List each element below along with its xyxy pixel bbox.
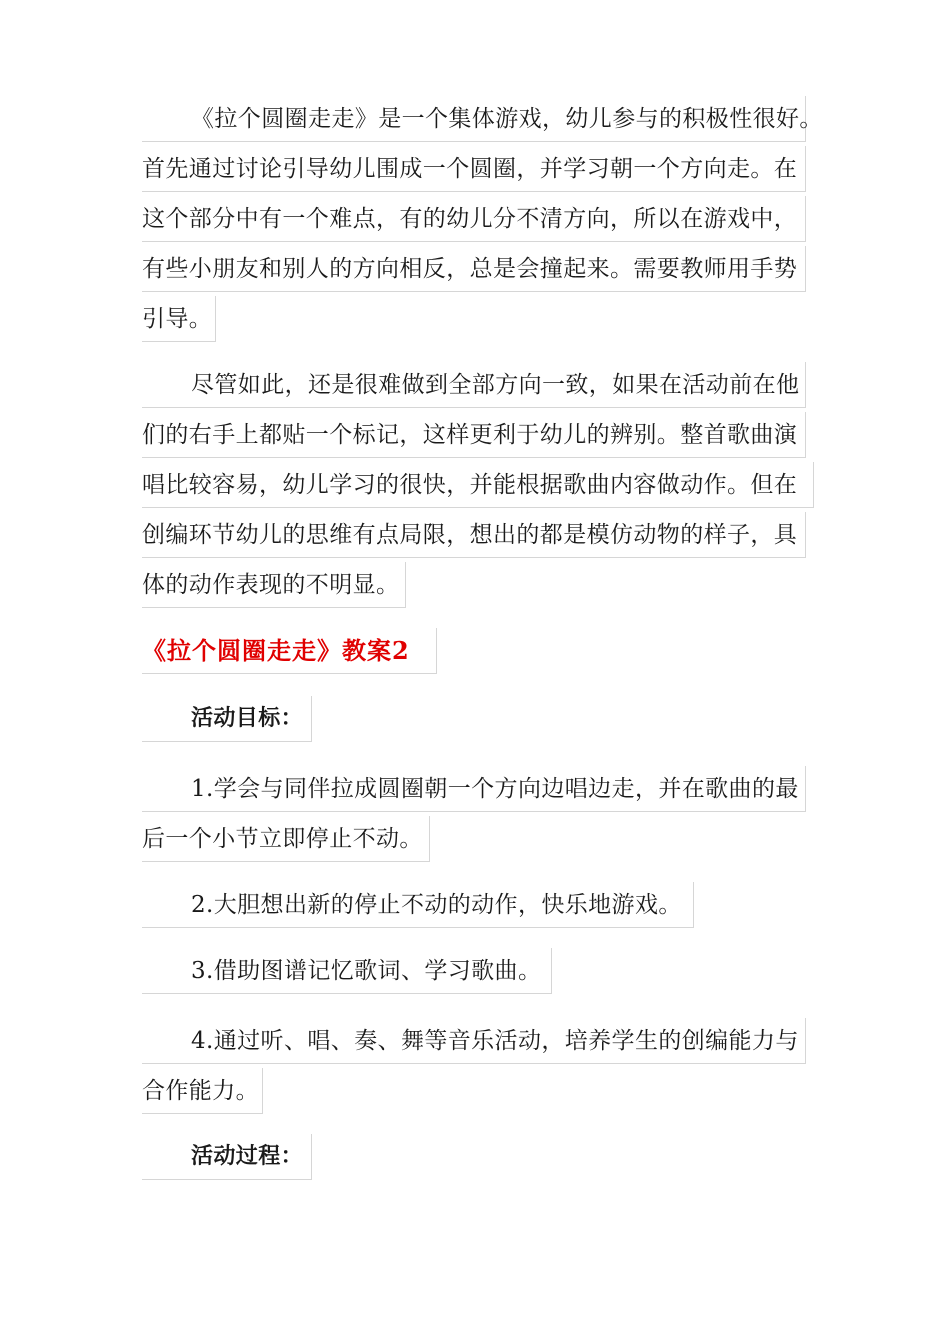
goal-1-line-1: 1.学会与同伴拉成圆圈朝一个方向边唱边走，并在歌曲的最: [142, 766, 806, 812]
goals-label: 活动目标：: [142, 696, 312, 742]
paragraph-1-line-5: 引导。: [142, 296, 216, 342]
paragraph-2-line-5: 体的动作表现的不明显。: [142, 562, 406, 608]
section-title: 《拉个圆圈走走》教案2: [142, 628, 437, 674]
paragraph-2-line-2: 们的右手上都贴一个标记，这样更利于幼儿的辨别。整首歌曲演: [142, 412, 806, 458]
paragraph-2-line-4: 创编环节幼儿的思维有点局限，想出的都是模仿动物的样子，具: [142, 512, 806, 558]
goal-4-line-1: 4.通过听、唱、奏、舞等音乐活动，培养学生的创编能力与: [142, 1018, 806, 1064]
paragraph-1-line-1: 《拉个圆圈走走》是一个集体游戏，幼儿参与的积极性很好。: [142, 96, 806, 142]
goal-1-line-2: 后一个小节立即停止不动。: [142, 816, 430, 862]
paragraph-1-line-4: 有些小朋友和别人的方向相反，总是会撞起来。需要教师用手势: [142, 246, 806, 292]
process-label: 活动过程：: [142, 1134, 312, 1180]
paragraph-1-line-3: 这个部分中有一个难点，有的幼儿分不清方向，所以在游戏中，: [142, 196, 806, 242]
goal-2-line-1: 2.大胆想出新的停止不动的动作，快乐地游戏。: [142, 882, 694, 928]
paragraph-2-line-3: 唱比较容易，幼儿学习的很快，并能根据歌曲内容做动作。但在: [142, 462, 814, 508]
paragraph-2-line-1: 尽管如此，还是很难做到全部方向一致，如果在活动前在他: [142, 362, 806, 408]
goal-3-line-1: 3.借助图谱记忆歌词、学习歌曲。: [142, 948, 552, 994]
paragraph-1-line-2: 首先通过讨论引导幼儿围成一个圆圈，并学习朝一个方向走。在: [142, 146, 806, 192]
goal-4-line-2: 合作能力。: [142, 1068, 263, 1114]
